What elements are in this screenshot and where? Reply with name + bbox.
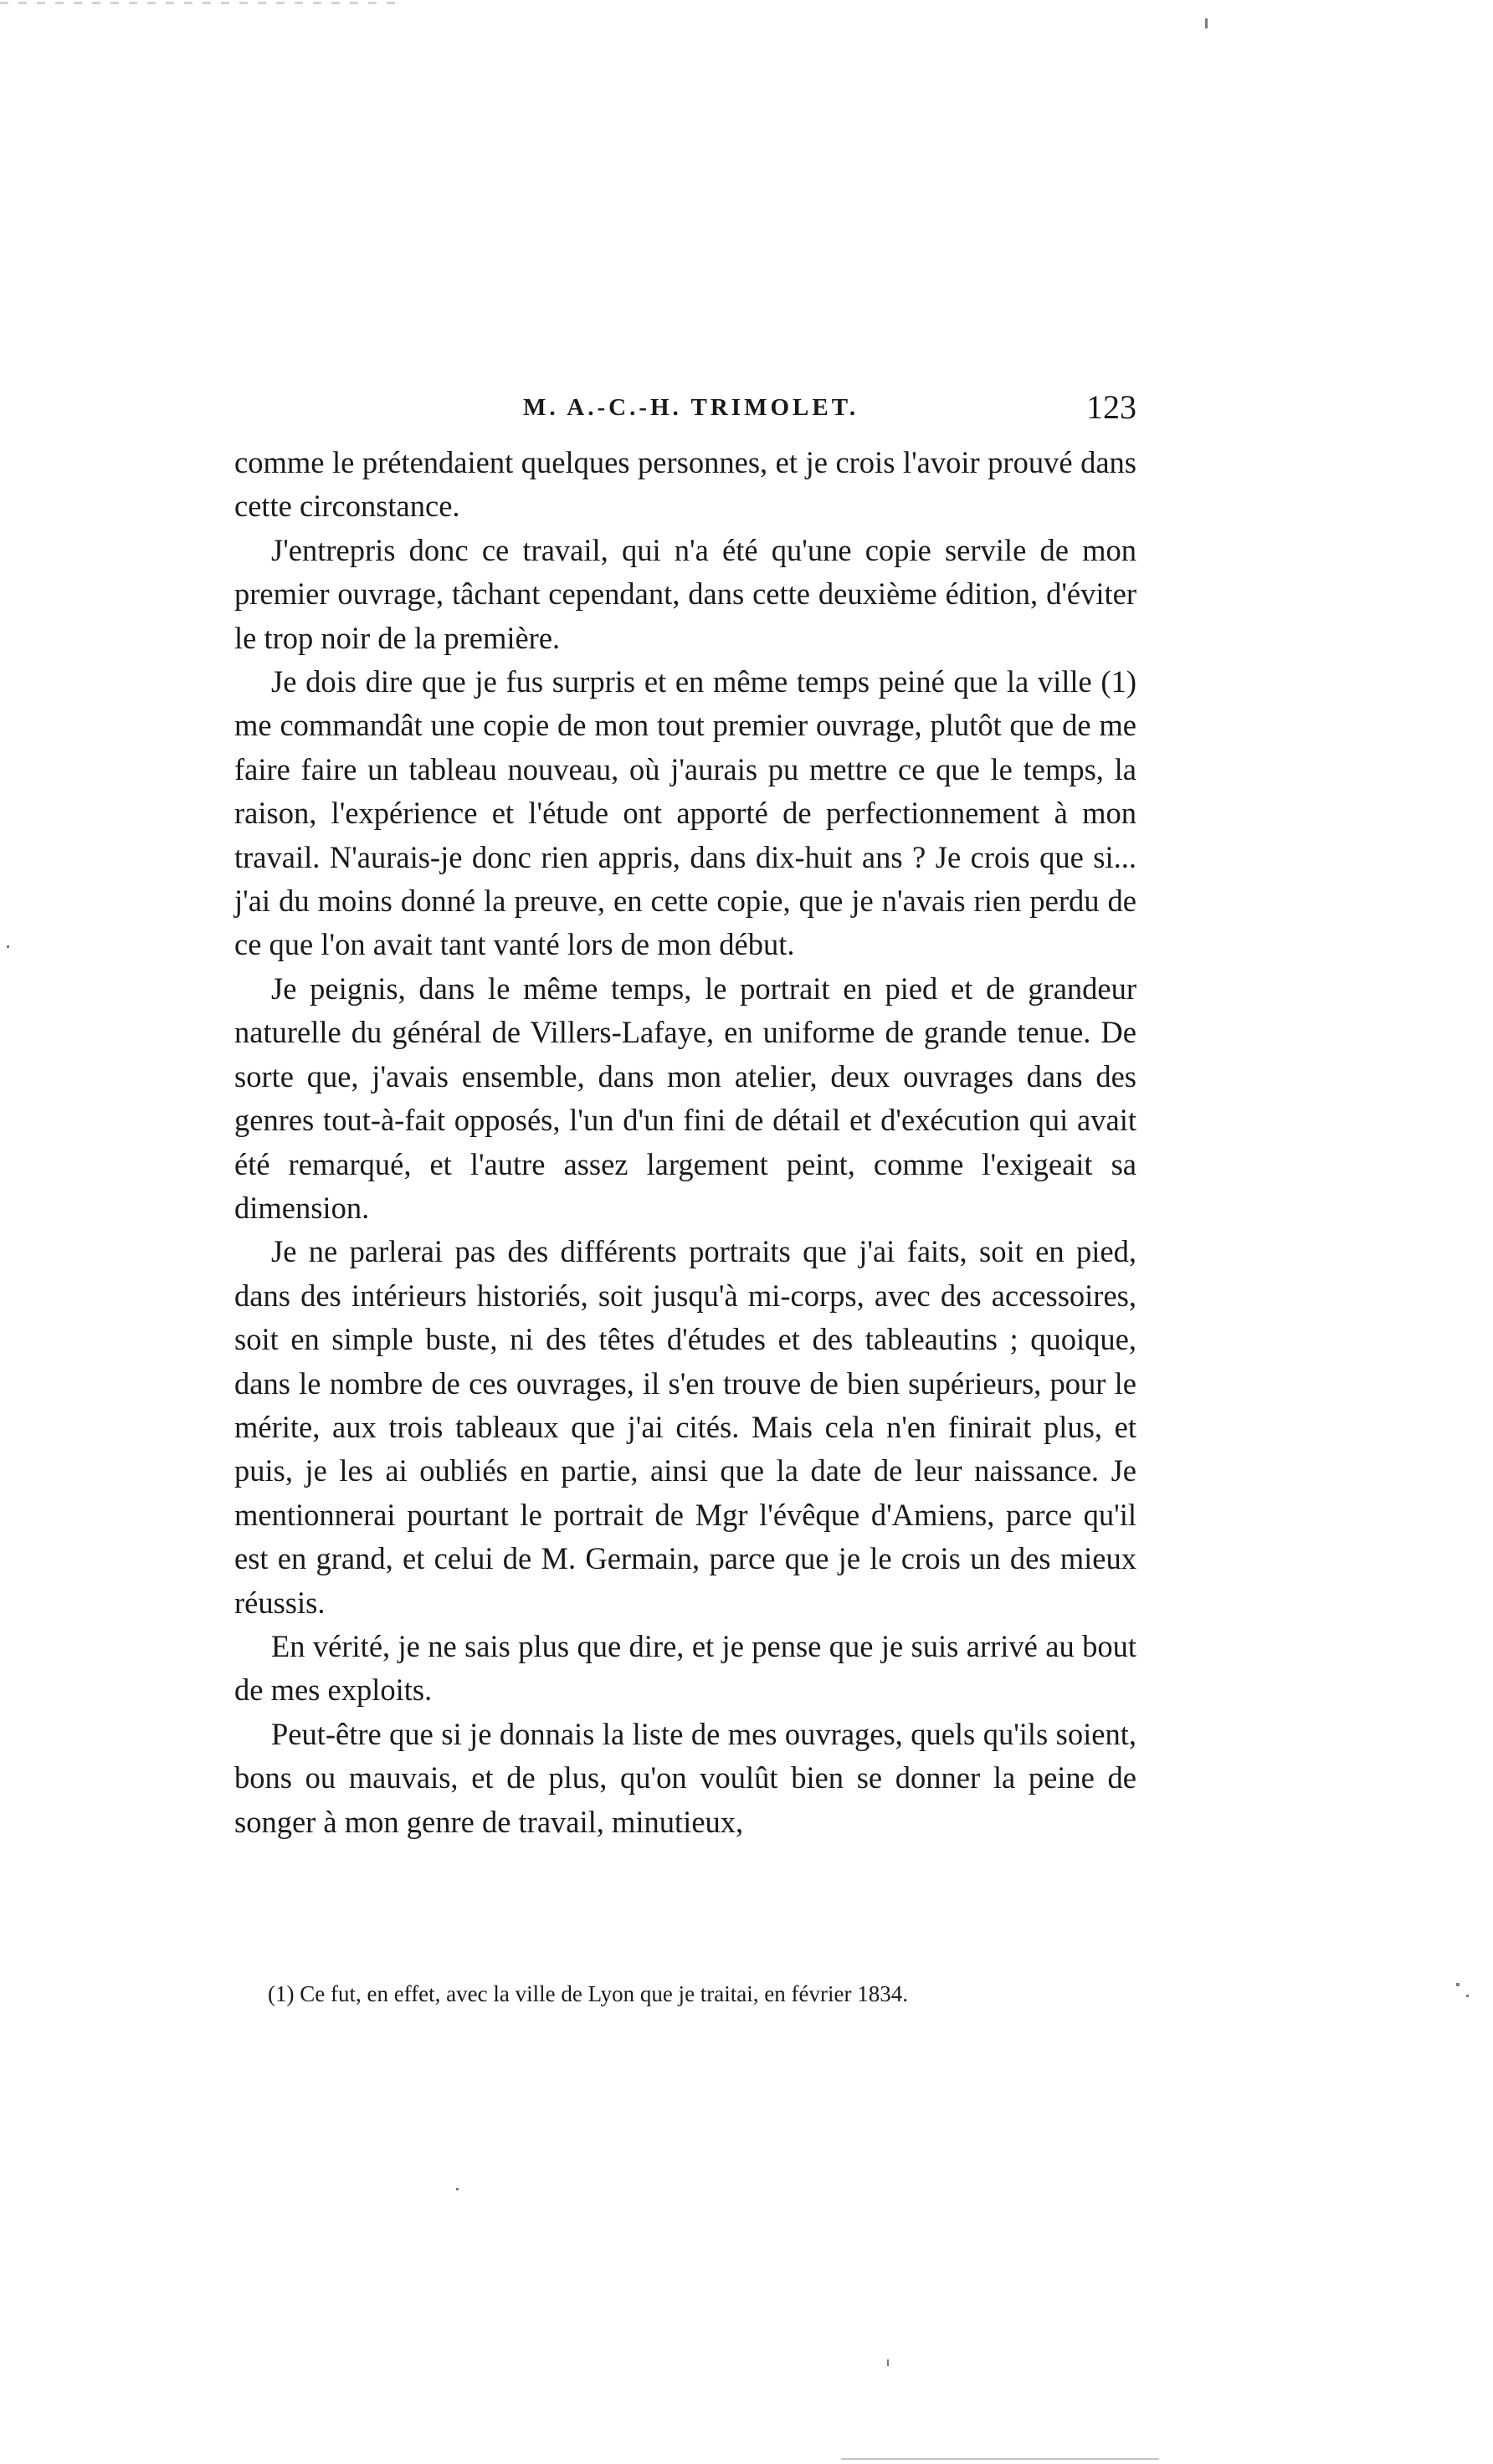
- scan-speck: [456, 2188, 459, 2190]
- scan-edge-bottom: [841, 2458, 1159, 2460]
- paragraph-5: Je ne parlerai pas des différents portraits que j'ai faits, soit en pied, dans des intérieurs historiés, soit jusqu'à mi-corps, avec des accessoires, soit en simple buste, ni des têtes d'études et des tableautins ; quoique, dans le nombre de ces ouvrages, il s'en trouve de bien supérieurs, pour le mérite, aux trois tableaux que j'ai cités. Mais cela n'en finirait plus, et puis, je les ai oubliés en partie, ainsi que la date de leur naissance. Je mentionnerai pourtant le portrait de Mgr l'évêque d'Amiens, parce qu'il est en grand, et celui de M. Germain, parce que je le crois un des mieux réussis.: [234, 1234, 1136, 1620]
- paragraph-1: comme le prétendaient quelques personnes, et je crois l'avoir prouvé dans cette circonstance.: [234, 445, 1136, 524]
- paragraph-7: Peut-être que si je donnais la liste de mes ouvrages, quels qu'ils soient, bons ou mauvais, et de plus, qu'on voulût bien se donner la peine de songer à mon genre de travail, minutieux,: [234, 1716, 1136, 1839]
- running-head: [234, 387, 1136, 429]
- body-text: [234, 441, 1136, 1844]
- scan-speck: [7, 945, 9, 948]
- running-title: M. A.-C.-H. TRIMOLET.: [523, 394, 859, 421]
- paragraph-2: J'entrepris donc ce travail, qui n'a été qu'une copie servile de mon premier ouvrage, tâchant cependant, dans cette deuxième édition, d'éviter le trop noir de la première.: [234, 532, 1136, 655]
- paragraph-6: En vérité, je ne sais plus que dire, et je pense que je suis arrivé au bout de mes exploits.: [234, 1628, 1136, 1708]
- scan-speck: [1456, 1983, 1460, 1986]
- scan-speck: [1466, 1995, 1469, 1997]
- paragraph-3: Je dois dire que je fus surpris et en même temps peiné que la ville (1) me commandât une copie de mon tout premier ouvrage, plutôt que de me faire faire un tableau nouveau, où j'aurais pu mettre ce que le temps, la raison, l'expérience et l'étude ont apporté de perfectionnement à mon travail. N'aurais-je donc rien appris, dans dix-huit ans ? Je crois que si... j'ai du moins donné la preuve, en cette copie, que je n'avais rien perdu de ce que l'on avait tant vanté lors de mon début.: [234, 664, 1136, 962]
- page-number: 123: [1086, 388, 1136, 426]
- footnote: (1) Ce fut, en effet, avec la ville de Lyon que je traitai, en février 1834.: [268, 1981, 908, 2006]
- scan-speck: [1205, 18, 1208, 28]
- scan-edge-top: [0, 2, 402, 4]
- scan-speck: [887, 2359, 889, 2366]
- paragraph-4: Je peignis, dans le même temps, le portrait en pied et de grandeur naturelle du général de Villers-Lafaye, en uniforme de grande tenue. De sorte que, j'avais ensemble, dans mon atelier, deux ouvrages dans des genres tout-à-fait opposés, l'un d'un fini de détail et d'exécution qui avait été remarqué, et l'autre assez largement peint, comme l'exigeait sa dimension.: [234, 971, 1136, 1225]
